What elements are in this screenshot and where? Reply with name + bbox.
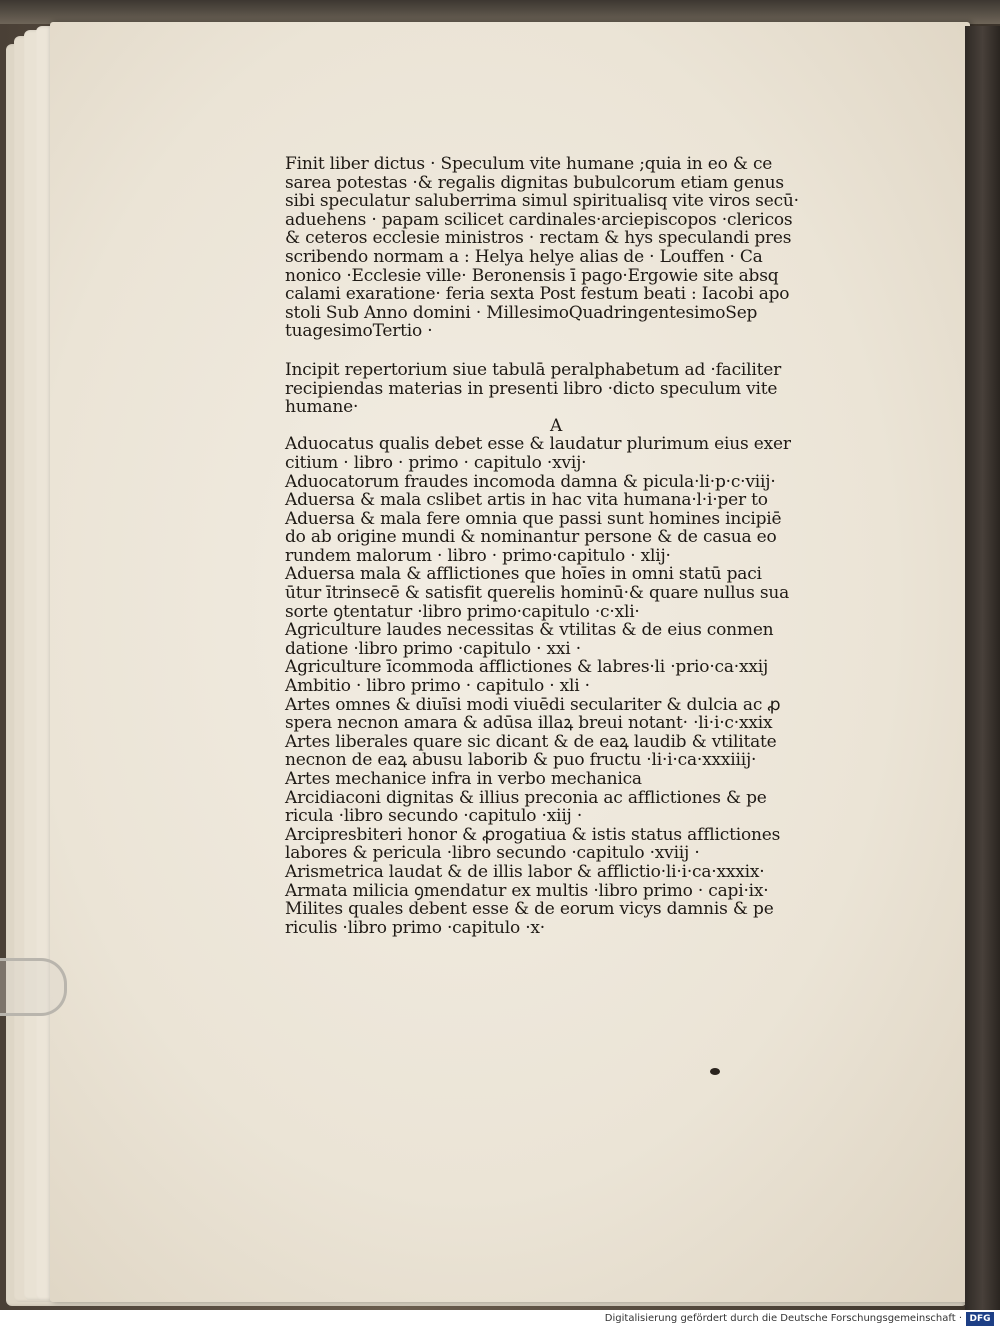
book-top-edge xyxy=(0,0,1000,24)
printed-text xyxy=(285,155,825,937)
index-line: citium · libro · primo · capitulo ·xvij· xyxy=(285,452,587,473)
index-line: rundem malorum · libro · primo·capitulo · xlij· xyxy=(285,545,671,566)
index-line: Arismetrica laudat & de illis labor & afflictio·li·i·ca·xxxix· xyxy=(285,861,765,882)
index-line: Artes mechanice infra in verbo mechanica xyxy=(285,769,642,789)
index-line: Aduocatorum fraudes incomoda damna & picula·li·p·c·viij· xyxy=(285,471,776,492)
index-intro xyxy=(285,361,825,417)
ink-blot xyxy=(710,1068,720,1075)
text-line: recipiendas materias in presenti libro ·dicto speculum vite xyxy=(285,378,778,399)
index-line: labores & pericula ·libro secundo ·capitulo ·xviij · xyxy=(285,843,700,864)
alphabetical-index xyxy=(285,435,825,937)
index-line: necnon de eaꝝ abusu laborib & puo fructu ·li·i·ca·xxxiiij· xyxy=(285,750,757,771)
index-line: sorte ꝯtentatur ·libro primo·capitulo ·c·xli· xyxy=(285,601,640,622)
index-line: Arcipresbiteri honor & ꝓrogatiua & istis status afflictiones xyxy=(285,824,781,845)
footer-bar xyxy=(0,1310,1000,1330)
index-line: spera necnon amara & adūsa illaꝝ breui notant· ·li·i·c·xxix xyxy=(285,713,773,734)
text-line: nonico ·Ecclesie ville· Beronensis ī pago·Ergowie site absq xyxy=(285,265,779,286)
section-letter: A xyxy=(550,415,563,436)
text-line: sibi speculatur saluberrima simul spiritualisq vite viros secū· xyxy=(285,191,799,212)
index-line: datione ·libro primo ·capitulo · xxi · xyxy=(285,638,581,659)
index-line: Agriculture īcommoda afflictiones & labres·li ·prio·ca·xxij xyxy=(285,657,769,678)
index-line: Artes liberales quare sic dicant & de eaꝝ laudib & vtilitate xyxy=(285,731,777,752)
index-line: Milites quales debent esse & de eorum vicys damnis & pe xyxy=(285,899,774,920)
text-line: sarea potestas ·& regalis dignitas bubulcorum etiam genus xyxy=(285,172,784,193)
index-line: Aduersa mala & afflictiones que hoīes in omni statū paci xyxy=(285,564,762,585)
index-line: do ab origine mundi & nominantur persone & de casua eo xyxy=(285,527,777,548)
index-line: Aduersa & mala cslibet artis in hac vita humana·l·i·per to xyxy=(285,490,768,511)
text-line: scribendo normam a : Helya helye alias de · Louffen · Ca xyxy=(285,246,763,267)
index-line: ricula ·libro secundo ·capitulo ·xiij · xyxy=(285,806,583,827)
index-line: Ambitio · libro primo · capitulo · xli · xyxy=(285,676,590,697)
index-line: ūtur ītrinsecē & satisfit querelis hominū·& quare nullus sua xyxy=(285,583,790,604)
funding-credit: Digitalisierung gefördert durch die Deutsche Forschungsgemeinschaft · xyxy=(604,1313,962,1324)
text-line: & ceteros ecclesie ministros · rectam & hys speculandi pres xyxy=(285,228,792,249)
index-line: Arcidiaconi dignitas & illius preconia ac afflictiones & pe xyxy=(285,787,767,808)
text-line: Finit liber dictus · Speculum vite humane ;quia in eo & ce xyxy=(285,154,773,174)
page-clip xyxy=(0,958,67,1016)
text-line: calami exaratione· feria sexta Post festum beati : Iacobi apo xyxy=(285,284,790,305)
text-line: aduehens · papam scilicet cardinales·arciepiscopos ·clericos xyxy=(285,209,793,230)
text-line: Incipit repertorium siue tabulā peralphabetum ad ·faciliter xyxy=(285,359,782,380)
index-line: riculis ·libro primo ·capitulo ·x· xyxy=(285,917,545,938)
book-spine-edge xyxy=(965,26,1000,1310)
text-line: tuagesimoTertio · xyxy=(285,321,433,342)
index-line: Artes omnes & diuīsi modi viuēdi seculariter & dulcia ac ꝓ xyxy=(285,694,781,715)
dfg-logo: DFG xyxy=(966,1312,994,1326)
index-line: Aduocatus qualis debet esse & laudatur plurimum eius exer xyxy=(285,434,791,455)
text-line: humane· xyxy=(285,397,359,418)
text-line: stoli Sub Anno domini · MillesimoQuadringentesimoSep xyxy=(285,302,758,323)
index-line: Armata milicia ꝯmendatur ex multis ·libro primo · capi·ix· xyxy=(285,880,769,901)
colophon-paragraph xyxy=(285,155,825,341)
index-line: Agriculture laudes necessitas & vtilitas & de eius conmen xyxy=(285,620,774,641)
index-line: Aduersa & mala fere omnia que passi sunt homines incipiē xyxy=(285,508,782,529)
